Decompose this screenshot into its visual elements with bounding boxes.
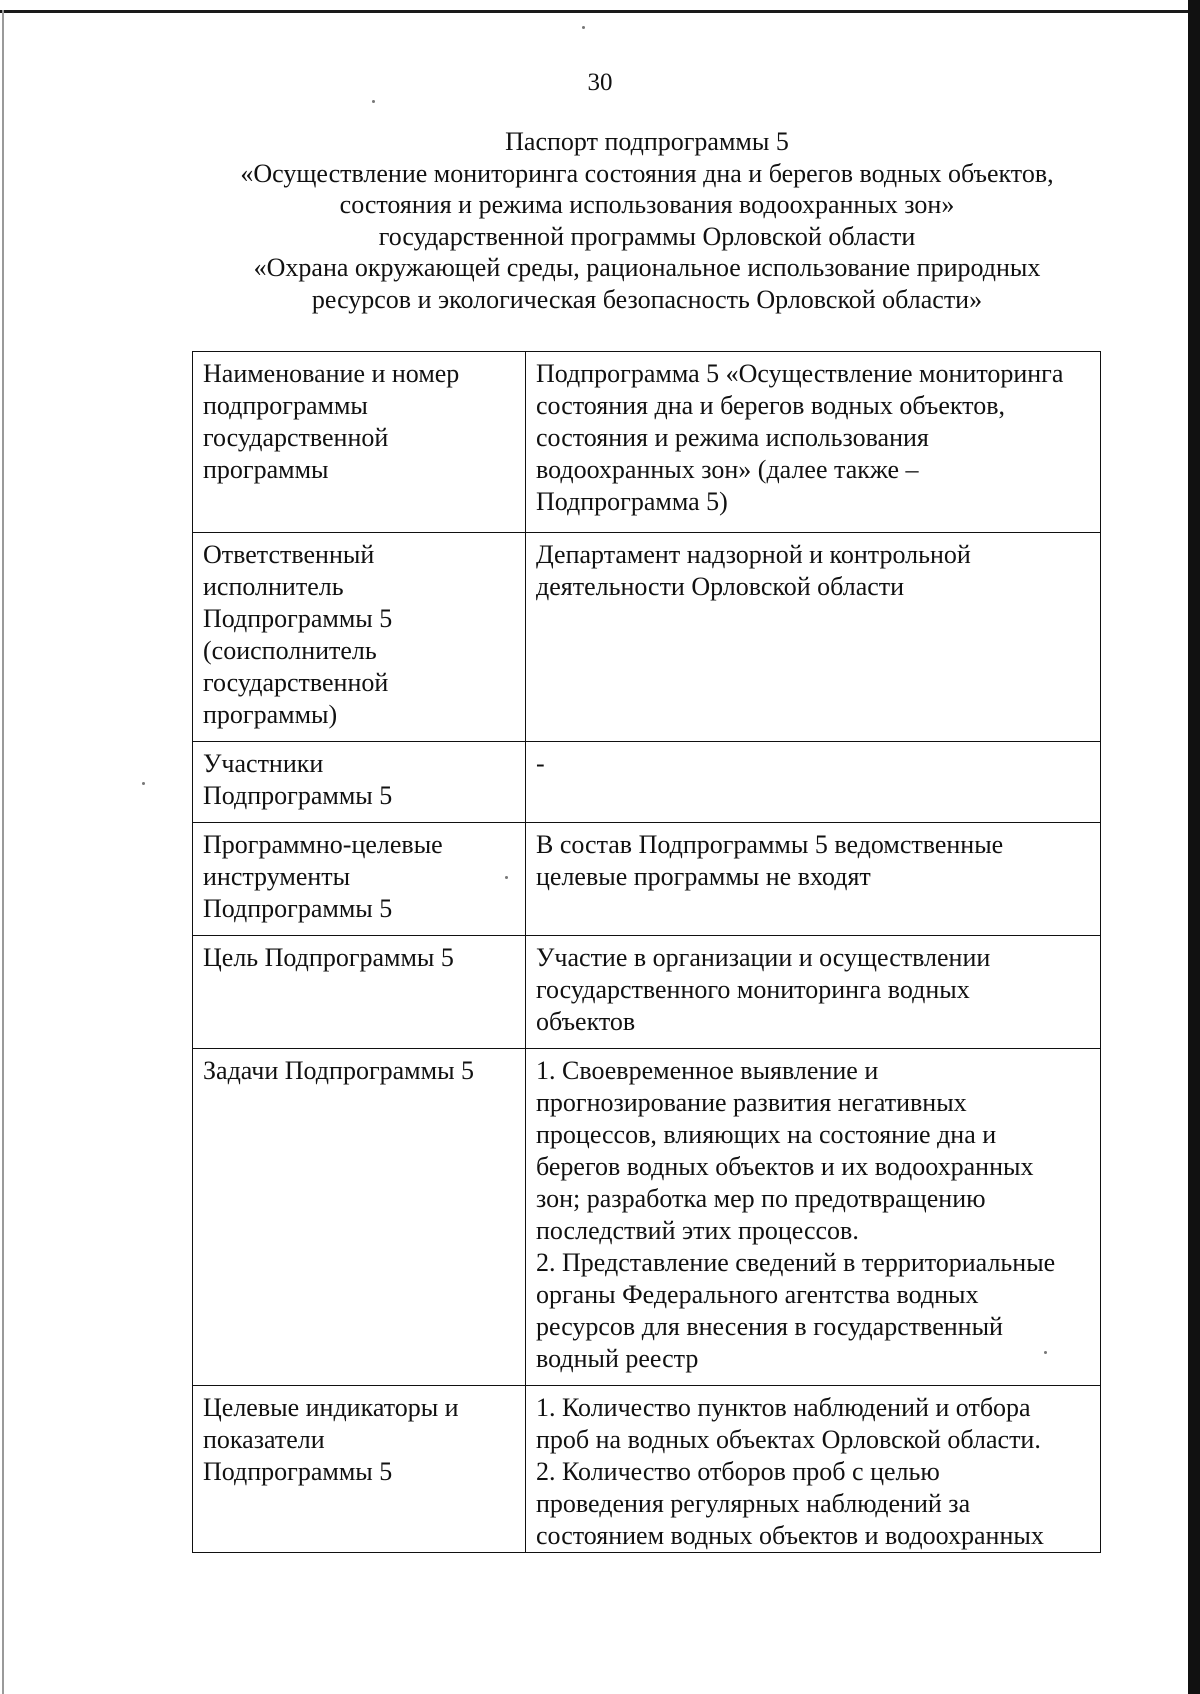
row-label: Наименование и номер подпрограммы государственной программы: [203, 359, 460, 484]
row-label-cell: [193, 1386, 526, 1553]
title-line: Паспорт подпрограммы 5: [505, 127, 789, 156]
row-label: Целевые индикаторы и показатели Подпрограммы 5: [203, 1393, 459, 1486]
table-row: [193, 1049, 1101, 1386]
row-value: Департамент надзорной и контрольной деятельности Орловской области: [536, 540, 971, 601]
page-number: 30: [587, 69, 613, 96]
row-value-cell: [526, 1049, 1101, 1386]
document-title: [120, 126, 1174, 316]
row-label: Ответственный исполнитель Подпрограммы 5 (соисполнитель государственной программы): [203, 540, 393, 729]
table-row: [193, 742, 1101, 823]
title-line: «Осуществление мониторинга состояния дна и берегов водных объектов,: [240, 158, 1054, 188]
row-value: 1. Своевременное выявление и прогнозирование развития негативных процессов, влияющих на состояние дна и берегов водных объектов и их водоохранных зон; разработка мер по предотвращению последствий этих процессов. 2. Представление сведений в территориальные органы Федерального агентства водных ресурсов для внесения в государственный водный реестр: [536, 1056, 1056, 1373]
table-row: [193, 533, 1101, 742]
row-value: -: [536, 749, 545, 778]
title-line: государственной программы Орловской области: [378, 221, 916, 251]
scan-speck: [142, 782, 145, 785]
title-line: «Охрана окружающей среды, рациональное использование природных: [253, 253, 1041, 283]
scan-border-top: [0, 10, 1200, 13]
row-label-cell: [193, 823, 526, 936]
scan-speck: [582, 26, 585, 29]
row-value-cell: [526, 936, 1101, 1049]
table-row: [193, 352, 1101, 533]
row-value: Подпрограмма 5 «Осуществление мониторинга состояния дна и берегов водных объектов, состояния и режима использования водоохранных зон» (далее также – Подпрограмма 5): [536, 359, 1064, 516]
scan-border-right: [1188, 0, 1200, 1694]
row-label-cell: [193, 352, 526, 533]
row-label-cell: [193, 936, 526, 1049]
row-value: 1. Количество пунктов наблюдений и отбора проб на водных объектах Орловской области. 2. Количество отборов проб с целью проведения регулярных наблюдений за состоянием водных объектов и водоохранных: [536, 1393, 1044, 1550]
row-value-cell: [526, 533, 1101, 742]
row-value-cell: [526, 742, 1101, 823]
passport-table: [192, 351, 1101, 1553]
row-label: Программно-целевые инструменты Подпрограммы 5: [203, 830, 443, 923]
scan-speck: [372, 100, 375, 103]
row-value-cell: [526, 352, 1101, 533]
row-label-cell: [193, 1049, 526, 1386]
row-value: Участие в организации и осуществлении государственного мониторинга водных объектов: [536, 943, 991, 1036]
row-label: Задачи Подпрограммы 5: [203, 1056, 475, 1085]
row-label-cell: [193, 742, 526, 823]
row-label: Цель Подпрограммы 5: [203, 943, 454, 972]
table-row: [193, 1386, 1101, 1553]
title-line: ресурсов и экологическая безопасность Орловской области»: [311, 284, 983, 314]
scan-border-left: [2, 10, 4, 1694]
row-label-cell: [193, 533, 526, 742]
title-line: состояния и режима использования водоохранных зон»: [339, 190, 955, 220]
row-label: Участники Подпрограммы 5: [203, 749, 393, 810]
row-value-cell: [526, 823, 1101, 936]
row-value: В состав Подпрограммы 5 ведомственные целевые программы не входят: [536, 830, 1004, 891]
table-row: [193, 823, 1101, 936]
table-row: [193, 936, 1101, 1049]
row-value-cell: [526, 1386, 1101, 1553]
